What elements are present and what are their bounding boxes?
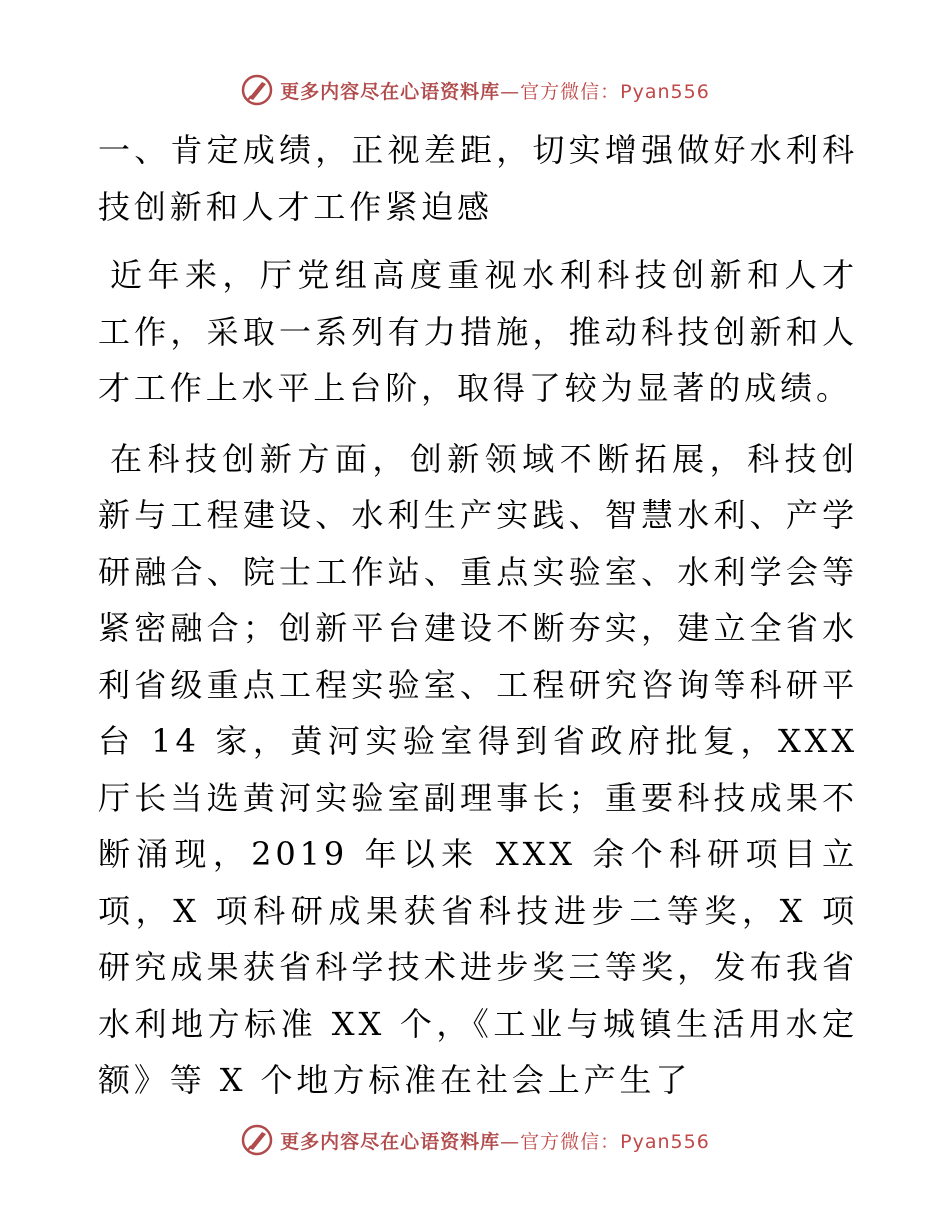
watermark-separator: — [500, 80, 521, 103]
section-heading: 一、肯定成绩，正视差距，切实增强做好水利科技创新和人才工作紧迫感 [98, 131, 858, 226]
watermark-site-text: 更多内容尽在心语资料库 [280, 80, 501, 103]
watermark-text [280, 1127, 710, 1154]
watermark-site-text: 更多内容尽在心语资料库 [280, 1130, 501, 1153]
footer-watermark-banner [0, 1120, 950, 1160]
watermark-wechat-text: 官方微信：Pyan556 [520, 1130, 710, 1153]
body-paragraph-2: 在科技创新方面，创新领域不断拓展，科技创新与工程建设、水利生产实践、智慧水利、产学研融合、院士工作站、重点实验室、水利学会等紧密融合；创新平台建设不断夯实，建立全省水利省级重点工程实验室、工程研究咨询等科研平台 14 家，黄河实验室得到省政府批复，XXX 厅长当选黄河实验室副理事长；重要科技成果不断涌现，2019 年以来 XXX 余个科研项目立项，X 项科研成果获省科技进步二等奖，X 项研究成果获省科学技术进步奖三等奖，发布我省水利地方标准 XX 个，《工业与城镇生活用水定额》等 X 个地方标准在社会上产生了 [98, 439, 858, 1099]
body-paragraph-1: 近年来，厅党组高度重视水利科技创新和人才工作，采取一系列有力措施，推动科技创新和人才工作上水平上台阶，取得了较为显著的成绩。 [98, 256, 858, 407]
watermark-separator: — [500, 1130, 521, 1153]
document-body [98, 122, 858, 1123]
watermark-wechat-text: 官方微信：Pyan556 [520, 80, 710, 103]
watermark-text [280, 77, 710, 104]
quill-pen-circle-icon [240, 1123, 274, 1157]
header-watermark-banner [0, 70, 950, 110]
quill-pen-circle-icon [240, 73, 274, 107]
